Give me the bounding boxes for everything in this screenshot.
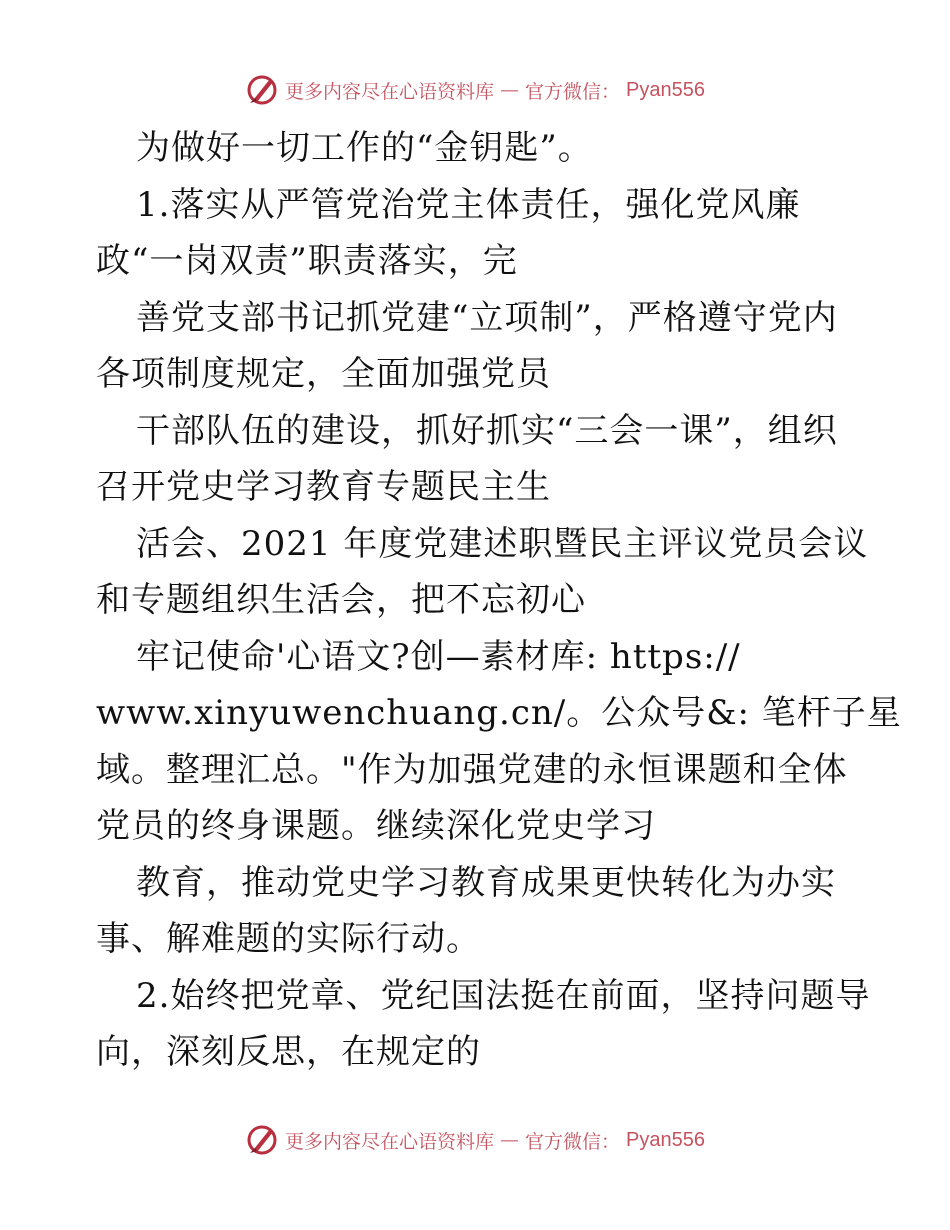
text-line: 教育，推动党史学习教育成果更快转化为办实 (136, 862, 836, 903)
banner-text: 更多内容尽在心语资料库 (285, 80, 495, 103)
text-line: 域。整理汇总。"作为加强党建的永恒课题和全体 (96, 749, 848, 790)
banner-wechat-label: 官方微信： (525, 1130, 621, 1153)
banner-dash: — (500, 79, 520, 101)
text-line: 2.始终把党章、党纪国法挺在前面，坚持问题导 (136, 975, 871, 1016)
text-line: 活会、2021 年度党建述职暨民主评议党员会议 (136, 523, 869, 564)
text-line: 1.落实从严管党治党主体责任，强化党风廉 (136, 184, 801, 225)
text-line: 事、解难题的实际行动。 (96, 919, 481, 959)
text-line: www.xinyuwenchuang.cn/。公众号&: 笔杆子星 (96, 693, 902, 733)
banner-dash: — (500, 1129, 520, 1151)
text-line: 牢记使命'心语文?创—素材库: https:// (136, 636, 741, 677)
pen-circle-logo-icon (245, 73, 279, 107)
banner-wechat-label: 官方微信： (525, 80, 621, 103)
text-line: 和专题组织生活会，把不忘初心 (96, 580, 586, 620)
banner-text: 更多内容尽在心语资料库 (285, 1130, 495, 1153)
text-line: 为做好一切工作的“金钥匙”。 (136, 128, 593, 168)
header-banner (0, 70, 950, 110)
text-line: 各项制度规定，全面加强党员 (96, 354, 551, 394)
text-line: 政“一岗双责”职责落实，完 (96, 241, 518, 281)
text-line: 善党支部书记抓党建“立项制”，严格遵守党内 (136, 297, 838, 338)
document-body (96, 120, 902, 1081)
banner-wechat-id: Pyan556 (626, 78, 705, 101)
footer-banner (0, 1120, 950, 1160)
banner-wechat-id: Pyan556 (626, 1128, 705, 1151)
text-line: 向，深刻反思，在规定的 (96, 1032, 481, 1072)
text-line: 党员的终身课题。继续深化党史学习 (96, 806, 656, 846)
text-line: 召开党史学习教育专题民主生 (96, 467, 551, 507)
text-line: 干部队伍的建设，抓好抓实“三会一课”，组织 (136, 410, 838, 451)
pen-circle-logo-icon (245, 1123, 279, 1157)
